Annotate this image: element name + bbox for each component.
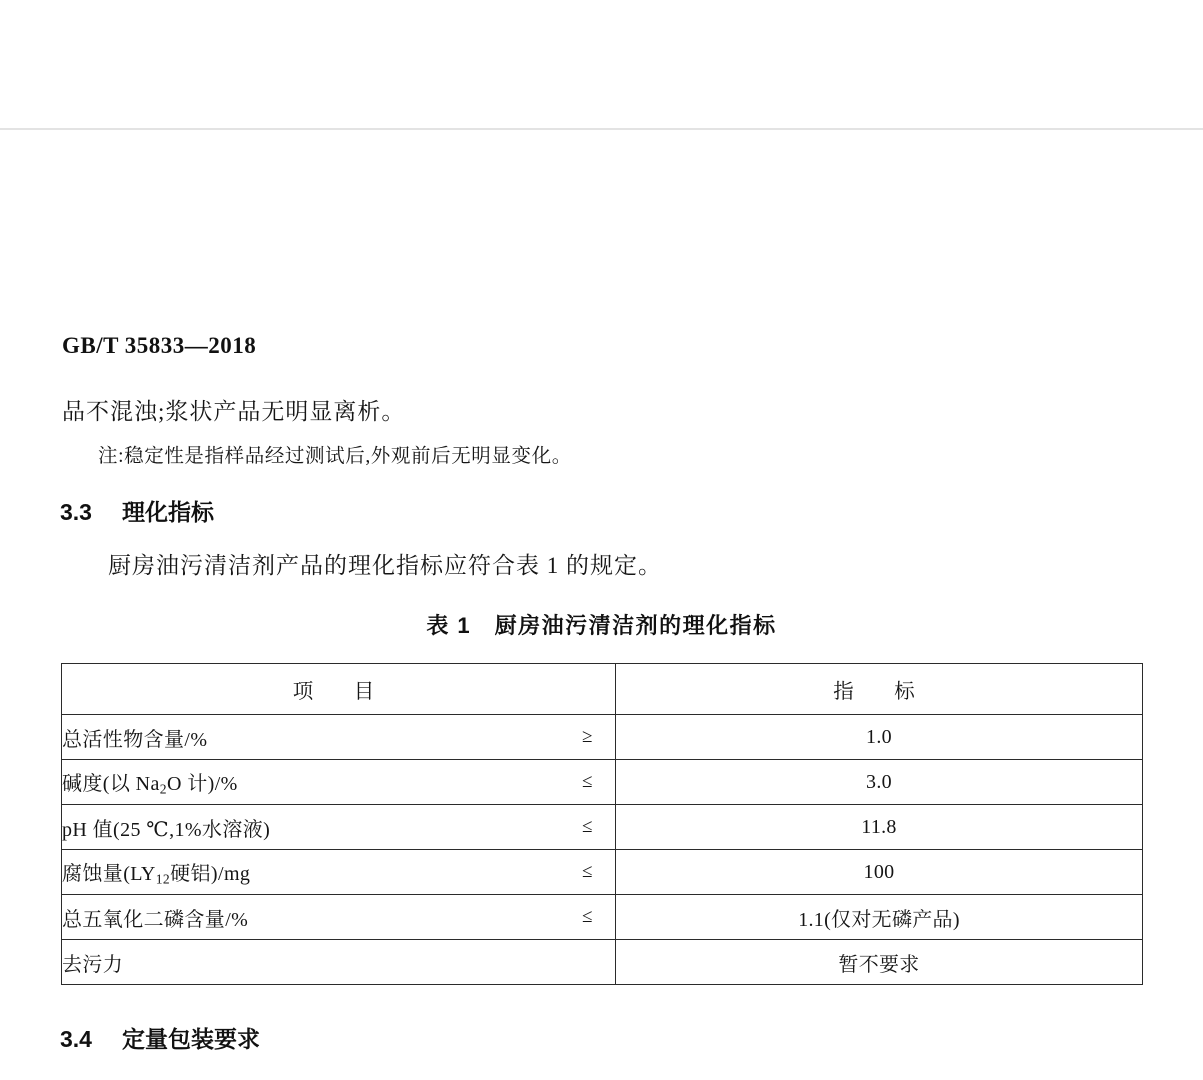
table-cell-item (62, 940, 616, 985)
table-header-item: 项 目 (62, 664, 616, 715)
section-heading-3-3 (60, 494, 214, 527)
section-number-3-3: 3.3 (60, 499, 92, 525)
table-cell-value: 1.1(仅对无磷产品) (616, 895, 1143, 940)
comparison-symbol: ≤ (582, 861, 593, 882)
section-title-3-4: 定量包装要求 (122, 1026, 260, 1052)
item-label: 腐蚀量($LY_{12}$硬铝)/mg (62, 862, 251, 887)
table-cell-value: 11.8 (616, 805, 1143, 850)
comparison-symbol: ≤ (582, 771, 593, 792)
table-row (62, 850, 1143, 895)
spec-table-wrapper (61, 663, 1142, 985)
header-divider (0, 128, 1203, 130)
table-cell-item (62, 760, 616, 805)
comparison-symbol: ≥ (582, 726, 593, 747)
item-label: 总活性物含量/% (62, 728, 208, 751)
section-heading-3-4 (60, 1021, 260, 1054)
table-row (62, 760, 1143, 805)
item-label: 去污力 (62, 953, 124, 976)
note-text: 注:稳定性是指样品经过测试后,外观前后无明显变化。 (98, 446, 572, 467)
table-cell-value: 1.0 (616, 715, 1143, 760)
item-label: pH 值(25 ℃,1%水溶液) (62, 818, 271, 841)
table-cell-item (62, 895, 616, 940)
table-cell-value: 3.0 (616, 760, 1143, 805)
item-label: 碱度(以 $Na_2O$ 计)/% (62, 772, 238, 797)
continued-paragraph: 品不混浊;浆状产品无明显离析。 (62, 399, 406, 424)
table-row (62, 940, 1143, 985)
table-cell-value: 100 (616, 850, 1143, 895)
table-cell-item (62, 850, 616, 895)
section-number-3-4: 3.4 (60, 1026, 92, 1052)
item-label: 总五氧化二磷含量/% (62, 908, 249, 931)
table-row (62, 895, 1143, 940)
table-row (62, 805, 1143, 850)
spec-table (61, 663, 1143, 985)
table-caption: 表 1 厨房油污清洁剂的理化指标 (426, 613, 777, 638)
page-top-margin (0, 0, 1203, 128)
body-paragraph: 厨房油污清洁剂产品的理化指标应符合表 1 的规定。 (108, 553, 662, 578)
table-header-index: 指 标 (616, 664, 1143, 715)
standard-code: GB/T 35833—2018 (62, 333, 257, 358)
table-cell-value: 暂不要求 (616, 940, 1143, 985)
table-cell-item (62, 805, 616, 850)
table-row (62, 715, 1143, 760)
comparison-symbol: ≤ (582, 816, 593, 837)
section-title-3-3: 理化指标 (122, 499, 214, 525)
table-header-row (62, 664, 1143, 715)
table-cell-item (62, 715, 616, 760)
comparison-symbol: ≤ (582, 906, 593, 927)
